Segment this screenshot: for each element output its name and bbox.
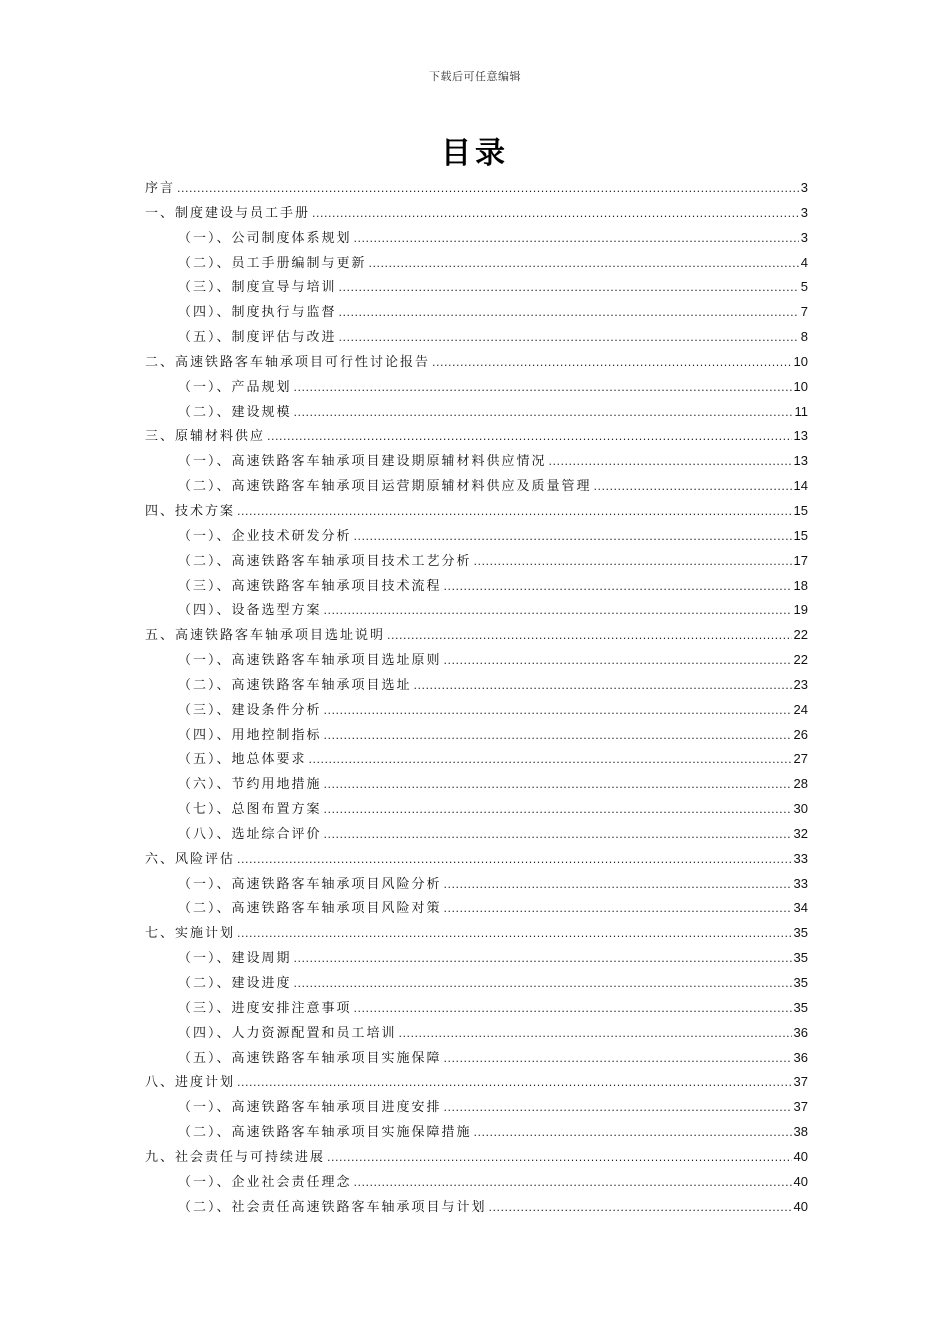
toc-entry[interactable] xyxy=(145,772,808,797)
toc-entry[interactable] xyxy=(145,872,808,897)
toc-entry-page: 15 xyxy=(793,502,808,518)
toc-leader-dots xyxy=(312,202,799,227)
toc-leader-dots xyxy=(432,351,792,376)
toc-leader-dots xyxy=(354,997,792,1022)
toc-entry-page: 36 xyxy=(793,1024,808,1040)
toc-entry-page: 3 xyxy=(800,229,808,245)
toc-entry-page: 27 xyxy=(793,751,808,767)
toc-leader-dots xyxy=(339,301,799,326)
toc-entry[interactable] xyxy=(145,251,808,276)
toc-leader-dots xyxy=(294,376,792,401)
toc-entry[interactable] xyxy=(145,747,808,772)
toc-entry-page: 33 xyxy=(793,875,808,891)
toc-entry-label: （一）、企业社会责任理念 xyxy=(178,1174,352,1190)
toc-entry-label: 四、技术方案 xyxy=(145,503,236,519)
toc-leader-dots xyxy=(294,972,792,997)
toc-entry[interactable] xyxy=(145,176,808,201)
toc-entry-label: （二）、建设规模 xyxy=(178,404,292,420)
toc-entry-page: 8 xyxy=(800,329,808,345)
toc-entry-label: （一）、高速铁路客车轴承项目进度安排 xyxy=(178,1100,442,1116)
toc-entry-page: 10 xyxy=(793,378,808,394)
toc-leader-dots xyxy=(309,748,792,773)
toc-entry-label: （一）、高速铁路客车轴承项目选址原则 xyxy=(178,653,442,669)
toc-entry-page: 26 xyxy=(793,726,808,742)
toc-leader-dots xyxy=(294,947,792,972)
toc-entry[interactable] xyxy=(145,896,808,921)
toc-leader-dots xyxy=(324,773,792,798)
toc-entry-label: （三）、制度宣导与培训 xyxy=(178,280,337,296)
toc-entry-page: 37 xyxy=(793,1099,808,1115)
toc-entry[interactable] xyxy=(145,1145,808,1170)
toc-entry-label: （二）、高速铁路客车轴承项目风险对策 xyxy=(178,901,442,917)
toc-leader-dots xyxy=(549,450,792,475)
toc-leader-dots xyxy=(324,599,792,624)
toc-entry[interactable] xyxy=(145,375,808,400)
toc-entry-label: （二）、高速铁路客车轴承项目技术工艺分析 xyxy=(178,553,472,569)
toc-entry-label: （四）、人力资源配置和员工培训 xyxy=(178,1025,397,1041)
toc-entry[interactable] xyxy=(145,1170,808,1195)
toc-entry-label: （一）、高速铁路客车轴承项目风险分析 xyxy=(178,876,442,892)
toc-entry-page: 13 xyxy=(793,428,808,444)
toc-entry[interactable] xyxy=(145,723,808,748)
toc-entry-page: 4 xyxy=(800,254,808,270)
toc-entry-label: （四）、设备选型方案 xyxy=(178,603,322,619)
toc-entry[interactable] xyxy=(145,226,808,251)
toc-leader-dots xyxy=(237,1071,792,1096)
toc-entry[interactable] xyxy=(145,400,808,425)
toc-leader-dots xyxy=(369,252,799,277)
toc-entry-page: 38 xyxy=(793,1124,808,1140)
toc-entry-label: （五）、制度评估与改进 xyxy=(178,330,337,346)
toc-entry-page: 24 xyxy=(793,701,808,717)
toc-entry[interactable] xyxy=(145,623,808,648)
toc-entry-label: （三）、高速铁路客车轴承项目技术流程 xyxy=(178,578,442,594)
toc-leader-dots xyxy=(414,674,792,699)
toc-leader-dots xyxy=(324,823,792,848)
toc-leader-dots xyxy=(237,500,792,525)
toc-entry-label: （三）、进度安排注意事项 xyxy=(178,1000,352,1016)
toc-entry[interactable] xyxy=(145,921,808,946)
toc-entry-page: 11 xyxy=(794,403,808,419)
toc-entry-label: 二、高速铁路客车轴承项目可行性讨论报告 xyxy=(145,354,431,370)
toc-entry[interactable] xyxy=(145,1070,808,1095)
toc-leader-dots xyxy=(399,1022,792,1047)
toc-entry[interactable] xyxy=(145,1046,808,1071)
toc-entry[interactable] xyxy=(145,648,808,673)
toc-entry-label: （四）、制度执行与监督 xyxy=(178,305,337,321)
toc-entry-page: 35 xyxy=(793,925,808,941)
toc-leader-dots xyxy=(354,525,792,550)
toc-entry-label: 五、高速铁路客车轴承项目选址说明 xyxy=(145,628,386,644)
toc-leader-dots xyxy=(177,177,799,202)
toc-entry[interactable] xyxy=(145,574,808,599)
toc-entry-page: 40 xyxy=(793,1198,808,1214)
toc-entry-page: 33 xyxy=(793,850,808,866)
toc-entry[interactable] xyxy=(145,325,808,350)
toc-entry[interactable] xyxy=(145,1195,808,1220)
toc-entry-label: （二）、建设进度 xyxy=(178,976,292,991)
toc-entry-label: 八、进度计划 xyxy=(145,1075,236,1091)
toc-entry-page: 35 xyxy=(793,950,808,966)
toc-entry-page: 22 xyxy=(793,652,808,668)
toc-leader-dots xyxy=(444,897,792,922)
toc-entry[interactable] xyxy=(145,275,808,300)
toc-entry[interactable] xyxy=(145,1021,808,1046)
toc-entry[interactable] xyxy=(145,673,808,698)
toc-entry-label: （八）、选址综合评价 xyxy=(178,826,322,842)
toc-entry-label: （七）、总图布置方案 xyxy=(178,802,322,818)
toc-leader-dots xyxy=(444,1047,792,1072)
toc-entry[interactable] xyxy=(145,971,808,996)
toc-entry[interactable] xyxy=(145,449,808,474)
toc-leader-dots xyxy=(339,326,799,351)
toc-leader-dots xyxy=(327,1146,792,1171)
toc-title: 目录 xyxy=(441,136,509,171)
toc-entry-page: 15 xyxy=(793,527,808,543)
toc-entry-label: （二）、高速铁路客车轴承项目选址 xyxy=(178,677,412,693)
toc-entry[interactable] xyxy=(145,598,808,623)
toc-entry-page: 37 xyxy=(793,1074,808,1090)
toc-leader-dots xyxy=(444,873,792,898)
toc-entry-page: 32 xyxy=(793,825,808,841)
toc-entry[interactable] xyxy=(145,350,808,375)
toc-entry-page: 19 xyxy=(793,602,808,618)
toc-leader-dots xyxy=(237,922,792,947)
toc-entry-label: （二）、社会责任高速铁路客车轴承项目与计划 xyxy=(178,1199,487,1215)
toc-entry[interactable] xyxy=(145,1120,808,1145)
toc-entry[interactable] xyxy=(145,524,808,549)
toc-entry[interactable] xyxy=(145,424,808,449)
toc-entry-page: 35 xyxy=(793,975,808,990)
toc-entry[interactable] xyxy=(145,996,808,1021)
toc-entry-label: （三）、建设条件分析 xyxy=(178,702,322,718)
toc-leader-dots xyxy=(324,699,792,724)
toc-leader-dots xyxy=(594,475,792,500)
toc-leader-dots xyxy=(444,575,792,600)
toc-entry-page: 3 xyxy=(800,204,808,220)
toc-entry-label: （一）、产品规划 xyxy=(178,379,292,395)
toc-entry-page: 17 xyxy=(793,552,808,568)
toc-leader-dots xyxy=(294,401,793,426)
toc-entry-label: （一）、公司制度体系规划 xyxy=(178,230,352,246)
toc-entry[interactable] xyxy=(145,474,808,499)
toc-leader-dots xyxy=(474,550,792,575)
toc-list xyxy=(145,176,808,1219)
toc-entry-page: 30 xyxy=(793,801,808,817)
toc-entry-label: 七、实施计划 xyxy=(145,926,236,942)
toc-entry-label: 三、原辅材料供应 xyxy=(145,429,266,445)
toc-entry-label: 六、风险评估 xyxy=(145,851,236,867)
toc-entry-page: 10 xyxy=(793,353,808,369)
toc-entry-page: 22 xyxy=(793,627,808,643)
toc-entry-label: （六）、节约用地措施 xyxy=(178,777,322,793)
toc-entry-label: （五）、高速铁路客车轴承项目实施保障 xyxy=(178,1050,442,1066)
toc-leader-dots xyxy=(354,227,799,252)
toc-leader-dots xyxy=(237,848,792,873)
toc-entry[interactable] xyxy=(145,946,808,971)
toc-leader-dots xyxy=(444,649,792,674)
toc-entry-page: 40 xyxy=(793,1173,808,1189)
toc-entry-label: （一）、企业技术研发分析 xyxy=(178,528,352,544)
toc-entry-label: （二）、高速铁路客车轴承项目实施保障措施 xyxy=(178,1125,472,1141)
toc-entry-page: 13 xyxy=(793,453,808,469)
toc-entry-label: （五）、地总体要求 xyxy=(178,752,307,768)
toc-entry-label: （二）、员工手册编制与更新 xyxy=(178,255,367,271)
toc-entry[interactable] xyxy=(145,797,808,822)
toc-leader-dots xyxy=(444,1096,792,1121)
toc-entry-label: （一）、建设周期 xyxy=(178,951,292,967)
toc-entry[interactable] xyxy=(145,822,808,847)
toc-entry-label: （四）、用地控制指标 xyxy=(178,727,322,743)
toc-entry-label: （一）、高速铁路客车轴承项目建设期原辅材料供应情况 xyxy=(178,454,547,470)
toc-leader-dots xyxy=(324,798,792,823)
toc-entry[interactable] xyxy=(145,698,808,723)
toc-entry-page: 40 xyxy=(793,1148,808,1164)
toc-leader-dots xyxy=(324,724,792,749)
toc-entry[interactable] xyxy=(145,300,808,325)
toc-entry-page: 3 xyxy=(800,180,808,195)
toc-leader-dots xyxy=(489,1196,792,1221)
toc-leader-dots xyxy=(354,1171,792,1196)
toc-entry[interactable] xyxy=(145,847,808,872)
toc-entry-label: 序言 xyxy=(145,181,176,196)
toc-entry-page: 23 xyxy=(793,676,808,692)
toc-leader-dots xyxy=(387,624,792,649)
header-note: 下载后可任意编辑 xyxy=(429,70,521,83)
toc-entry-page: 18 xyxy=(793,577,808,593)
toc-entry-page: 5 xyxy=(800,279,808,295)
toc-leader-dots xyxy=(339,276,799,301)
toc-entry-page: 14 xyxy=(793,478,808,494)
toc-entry-page: 34 xyxy=(793,900,808,916)
toc-entry[interactable] xyxy=(145,549,808,574)
toc-entry-label: 一、制度建设与员工手册 xyxy=(145,205,311,221)
toc-entry-label: （二）、高速铁路客车轴承项目运营期原辅材料供应及质量管理 xyxy=(178,479,592,495)
toc-leader-dots xyxy=(474,1121,792,1146)
toc-entry-page: 7 xyxy=(800,304,808,320)
toc-entry-page: 36 xyxy=(793,1049,808,1065)
toc-leader-dots xyxy=(267,425,792,450)
toc-entry-page: 35 xyxy=(793,999,808,1015)
toc-entry[interactable] xyxy=(145,1095,808,1120)
toc-entry[interactable] xyxy=(145,201,808,226)
toc-entry-label: 九、社会责任与可持续进展 xyxy=(145,1149,326,1165)
toc-entry-page: 28 xyxy=(793,776,808,792)
toc-entry[interactable] xyxy=(145,499,808,524)
